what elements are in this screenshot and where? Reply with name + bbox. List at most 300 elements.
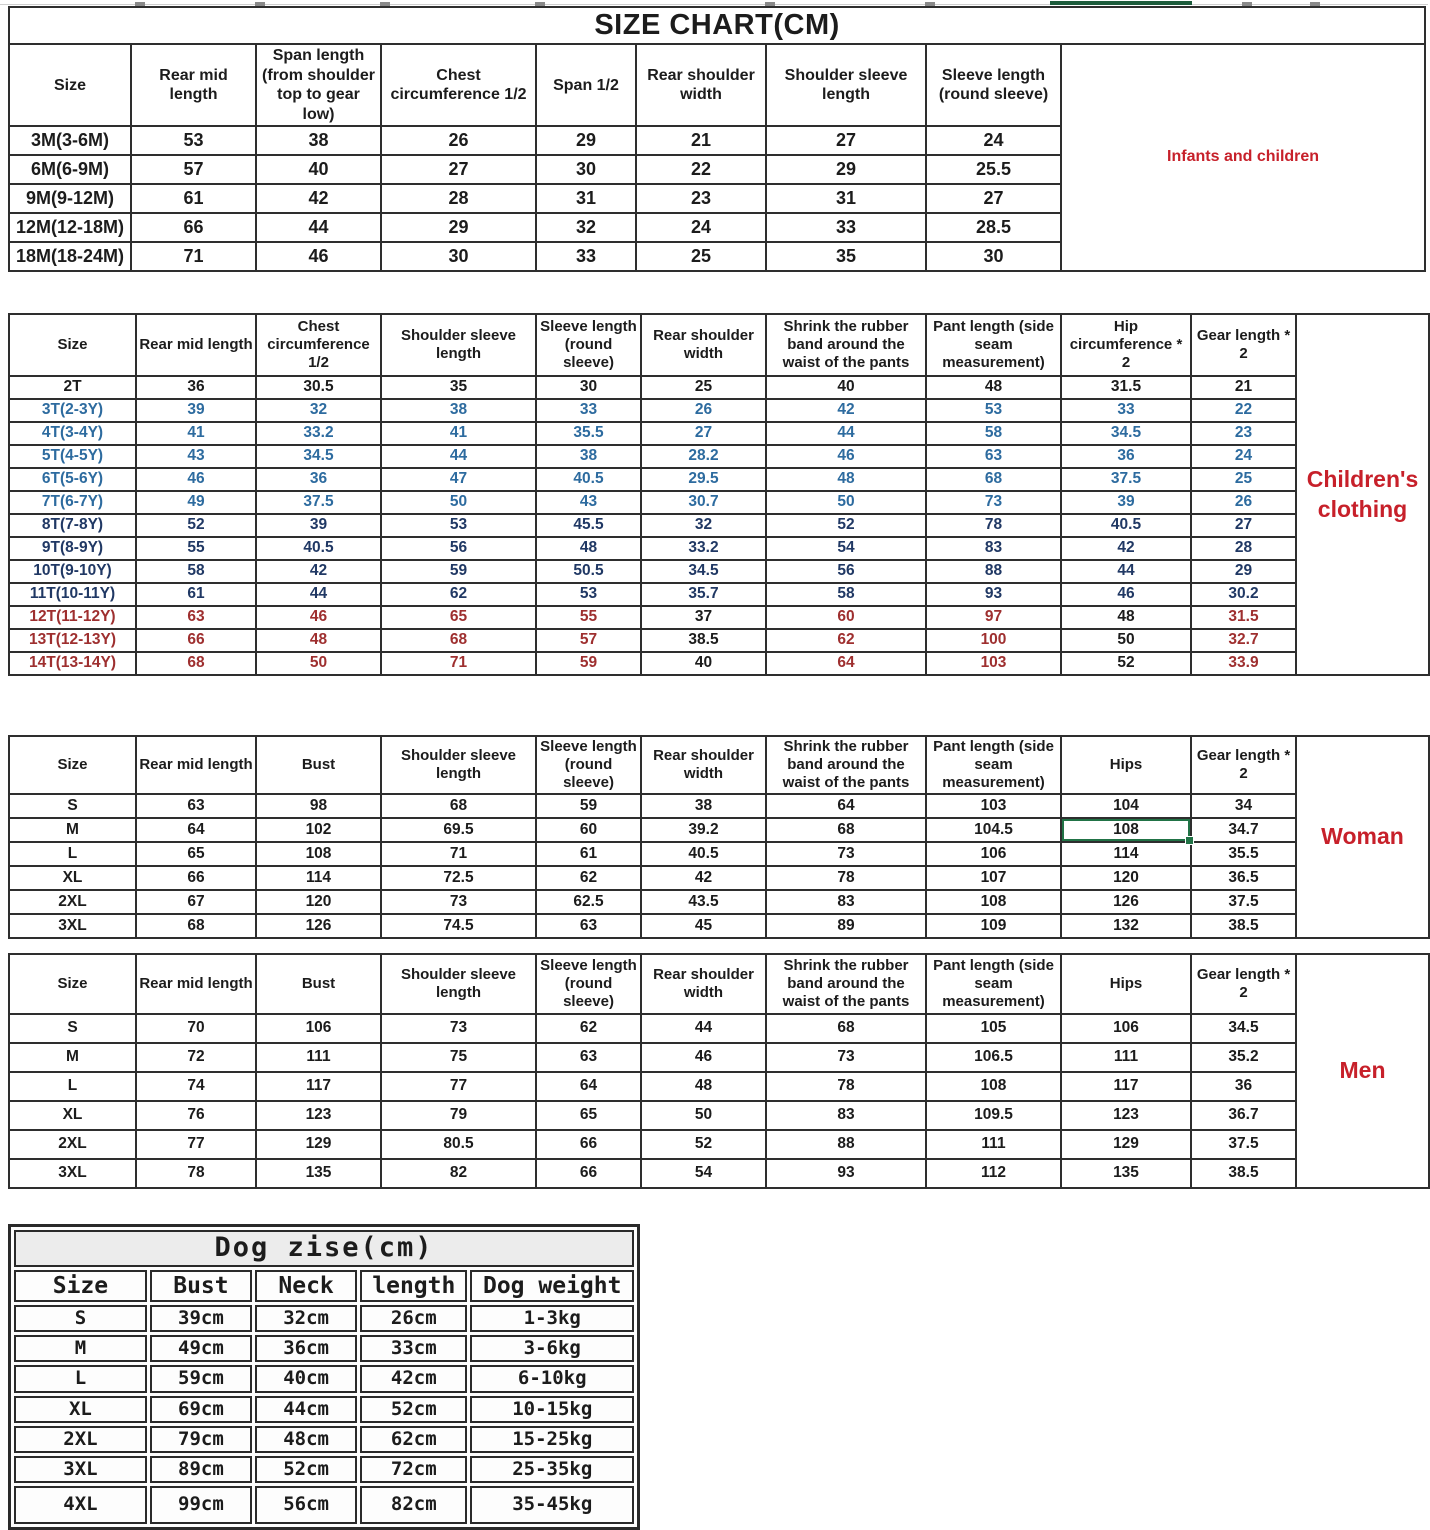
value-cell: 32.7 — [1191, 629, 1296, 652]
value-cell: 56cm — [255, 1486, 357, 1524]
value-cell: 37.5 — [1191, 890, 1296, 914]
column-header: Span length (from shoulder top to gear low) — [256, 44, 381, 126]
value-cell: 106 — [926, 842, 1061, 866]
value-cell: 36 — [136, 376, 256, 399]
value-cell: 63 — [136, 606, 256, 629]
men-table — [8, 953, 1430, 1189]
table-row — [9, 606, 1429, 629]
value-cell: 59cm — [150, 1365, 252, 1392]
column-header: Chest circumference 1/2 — [381, 44, 536, 126]
value-cell: 64 — [536, 1072, 641, 1101]
value-cell: 83 — [926, 537, 1061, 560]
row-size-label: 2XL — [9, 890, 136, 914]
value-cell: 62 — [536, 866, 641, 890]
row-size-label: 10T(9-10Y) — [9, 560, 136, 583]
header-row — [9, 314, 1429, 376]
row-size-label: 5T(4-5Y) — [9, 445, 136, 468]
column-header: Chest circumference 1/2 — [256, 314, 381, 376]
row-size-label: 6T(5-6Y) — [9, 468, 136, 491]
table-title-row — [14, 1230, 634, 1267]
column-header: Sleeve length (round sleeve) — [536, 954, 641, 1014]
value-cell: 66 — [131, 213, 256, 242]
value-cell: 114 — [1061, 842, 1191, 866]
value-cell: 44 — [641, 1014, 766, 1043]
value-cell: 65 — [536, 1101, 641, 1130]
header-row — [9, 954, 1429, 1014]
value-cell: 30 — [536, 376, 641, 399]
value-cell: 32cm — [255, 1305, 357, 1332]
table-row — [9, 399, 1429, 422]
value-cell: 23 — [636, 184, 766, 213]
value-cell: 72 — [136, 1043, 256, 1072]
value-cell: 33cm — [360, 1335, 467, 1362]
value-cell: 33.9 — [1191, 652, 1296, 675]
value-cell: 49cm — [150, 1335, 252, 1362]
value-cell: 70 — [136, 1014, 256, 1043]
table-row — [14, 1305, 634, 1332]
value-cell: 53 — [131, 126, 256, 155]
table-row — [14, 1396, 634, 1423]
column-header: Shoulder sleeve length — [381, 736, 536, 794]
value-cell: 62 — [766, 629, 926, 652]
value-cell: 38 — [256, 126, 381, 155]
value-cell: 71 — [131, 242, 256, 271]
section-label-children: Children's clothing — [1296, 314, 1429, 675]
column-header: Shrink the rubber band around the waist of the pants — [766, 736, 926, 794]
value-cell: 44 — [1061, 560, 1191, 583]
value-cell: 77 — [136, 1130, 256, 1159]
value-cell: 69cm — [150, 1396, 252, 1423]
value-cell: 83 — [766, 890, 926, 914]
value-cell: 40 — [256, 155, 381, 184]
table-row — [9, 376, 1429, 399]
value-cell: 35-45kg — [470, 1486, 634, 1524]
row-size-label: 3T(2-3Y) — [9, 399, 136, 422]
value-cell: 55 — [536, 606, 641, 629]
table-row — [9, 1014, 1429, 1043]
row-size-label: L — [9, 842, 136, 866]
value-cell: 50 — [381, 491, 536, 514]
value-cell: 66 — [536, 1130, 641, 1159]
value-cell: 48 — [256, 629, 381, 652]
table-title-row — [9, 7, 1425, 44]
infants-table — [8, 6, 1426, 272]
value-cell: 104.5 — [926, 818, 1061, 842]
table-row — [9, 1072, 1429, 1101]
value-cell: 36 — [256, 468, 381, 491]
value-cell: 64 — [136, 818, 256, 842]
table-row — [14, 1486, 634, 1524]
row-size-label: 3XL — [9, 914, 136, 938]
table-row — [9, 890, 1429, 914]
value-cell: 40.5 — [641, 842, 766, 866]
value-cell: 32 — [641, 514, 766, 537]
value-cell: 126 — [1061, 890, 1191, 914]
table-row — [9, 652, 1429, 675]
value-cell: 25 — [636, 242, 766, 271]
value-cell: 98 — [256, 794, 381, 818]
value-cell: 36 — [1191, 1072, 1296, 1101]
value-cell: 25 — [1191, 468, 1296, 491]
row-size-label: 13T(12-13Y) — [9, 629, 136, 652]
value-cell: 59 — [381, 560, 536, 583]
dog-table-title: Dog zise(cm) — [14, 1230, 634, 1267]
value-cell: 37.5 — [1191, 1130, 1296, 1159]
value-cell: 93 — [926, 583, 1061, 606]
value-cell: 34.5 — [1061, 422, 1191, 445]
row-size-label: 2XL — [9, 1130, 136, 1159]
value-cell: 44 — [256, 213, 381, 242]
row-size-label: M — [9, 1043, 136, 1072]
value-cell: 42 — [256, 184, 381, 213]
value-cell: 60 — [766, 606, 926, 629]
column-header: Hips — [1061, 736, 1191, 794]
value-cell: 54 — [766, 537, 926, 560]
value-cell: 34.7 — [1191, 818, 1296, 842]
value-cell: 21 — [1191, 376, 1296, 399]
value-cell: 83 — [766, 1101, 926, 1130]
value-cell: 106 — [256, 1014, 381, 1043]
value-cell: 48 — [1061, 606, 1191, 629]
value-cell: 58 — [766, 583, 926, 606]
value-cell: 88 — [766, 1130, 926, 1159]
value-cell: 50.5 — [536, 560, 641, 583]
column-header: Bust — [150, 1270, 252, 1302]
value-cell: 44 — [766, 422, 926, 445]
value-cell: 34.5 — [641, 560, 766, 583]
value-cell: 34.5 — [1191, 1014, 1296, 1043]
value-cell: 28 — [381, 184, 536, 213]
selected-column-indicator — [1050, 1, 1192, 5]
value-cell: 63 — [536, 914, 641, 938]
value-cell: 135 — [1061, 1159, 1191, 1188]
value-cell: 28.5 — [926, 213, 1061, 242]
value-cell: 22 — [636, 155, 766, 184]
value-cell: 36 — [1061, 445, 1191, 468]
value-cell: 78 — [766, 866, 926, 890]
value-cell: 46 — [136, 468, 256, 491]
value-cell: 48 — [926, 376, 1061, 399]
value-cell: 103 — [926, 794, 1061, 818]
value-cell: 73 — [766, 842, 926, 866]
value-cell: 129 — [256, 1130, 381, 1159]
row-size-label: M — [14, 1335, 147, 1362]
column-header: Span 1/2 — [536, 44, 636, 126]
value-cell: 35.2 — [1191, 1043, 1296, 1072]
column-header: Sleeve length (round sleeve) — [536, 314, 641, 376]
value-cell: 117 — [1061, 1072, 1191, 1101]
row-size-label: 3XL — [14, 1456, 147, 1483]
row-size-label: XL — [9, 1101, 136, 1130]
column-header: Gear length * 2 — [1191, 736, 1296, 794]
value-cell: 111 — [926, 1130, 1061, 1159]
value-cell: 89cm — [150, 1456, 252, 1483]
column-header: Gear length * 2 — [1191, 954, 1296, 1014]
column-header: Rear shoulder width — [641, 736, 766, 794]
table-row — [14, 1335, 634, 1362]
value-cell: 75 — [381, 1043, 536, 1072]
value-cell: 27 — [926, 184, 1061, 213]
value-cell: 43.5 — [641, 890, 766, 914]
column-header: Size — [9, 44, 131, 126]
value-cell: 59 — [536, 794, 641, 818]
value-cell: 31 — [536, 184, 636, 213]
value-cell: 60 — [536, 818, 641, 842]
value-cell: 48 — [641, 1072, 766, 1101]
value-cell: 45.5 — [536, 514, 641, 537]
value-cell: 44 — [256, 583, 381, 606]
value-cell: 68 — [926, 468, 1061, 491]
value-cell: 57 — [536, 629, 641, 652]
value-cell: 71 — [381, 652, 536, 675]
value-cell: 41 — [136, 422, 256, 445]
value-cell: 61 — [136, 583, 256, 606]
section-label-woman: Woman — [1296, 736, 1429, 938]
column-header: Rear shoulder width — [641, 954, 766, 1014]
table-row — [9, 514, 1429, 537]
table-row — [9, 491, 1429, 514]
value-cell: 27 — [766, 126, 926, 155]
value-cell: 24 — [926, 126, 1061, 155]
row-size-label: L — [14, 1365, 147, 1392]
value-cell: 66 — [536, 1159, 641, 1188]
row-size-label: 18M(18-24M) — [9, 242, 131, 271]
value-cell: 39 — [1061, 491, 1191, 514]
value-cell: 33 — [1061, 399, 1191, 422]
value-cell: 62cm — [360, 1426, 467, 1453]
value-cell: 114 — [256, 866, 381, 890]
table-row — [9, 866, 1429, 890]
row-size-label: 2XL — [14, 1426, 147, 1453]
value-cell: 42cm — [360, 1365, 467, 1392]
table-row — [9, 583, 1429, 606]
value-cell: 31.5 — [1061, 376, 1191, 399]
value-cell: 35.7 — [641, 583, 766, 606]
value-cell: 62 — [381, 583, 536, 606]
value-cell: 40.5 — [536, 468, 641, 491]
column-header: Shoulder sleeve length — [381, 314, 536, 376]
value-cell: 3-6kg — [470, 1335, 634, 1362]
table-row — [14, 1365, 634, 1392]
value-cell: 50 — [1061, 629, 1191, 652]
value-cell: 36.5 — [1191, 866, 1296, 890]
value-cell: 123 — [1061, 1101, 1191, 1130]
value-cell: 79cm — [150, 1426, 252, 1453]
value-cell: 27 — [381, 155, 536, 184]
table-row — [9, 468, 1429, 491]
value-cell: 111 — [256, 1043, 381, 1072]
column-header: Rear shoulder width — [641, 314, 766, 376]
column-header: Rear mid length — [136, 314, 256, 376]
value-cell: 40.5 — [256, 537, 381, 560]
value-cell: 74 — [136, 1072, 256, 1101]
value-cell: 34 — [1191, 794, 1296, 818]
value-cell: 53 — [536, 583, 641, 606]
column-header: Size — [9, 314, 136, 376]
value-cell: 27 — [1191, 514, 1296, 537]
value-cell: 112 — [926, 1159, 1061, 1188]
value-cell: 30.5 — [256, 376, 381, 399]
table-row — [9, 1043, 1429, 1072]
value-cell: 29 — [536, 126, 636, 155]
value-cell: 102 — [256, 818, 381, 842]
value-cell: 73 — [766, 1043, 926, 1072]
value-cell: 37.5 — [256, 491, 381, 514]
value-cell: 21 — [636, 126, 766, 155]
value-cell: 69.5 — [381, 818, 536, 842]
value-cell: 107 — [926, 866, 1061, 890]
value-cell: 82cm — [360, 1486, 467, 1524]
chart-title: SIZE CHART(CM) — [9, 7, 1425, 44]
value-cell: 68 — [766, 818, 926, 842]
value-cell: 99cm — [150, 1486, 252, 1524]
value-cell: 42 — [766, 399, 926, 422]
value-cell: 73 — [381, 890, 536, 914]
column-header: Neck — [255, 1270, 357, 1302]
value-cell: 64 — [766, 794, 926, 818]
value-cell: 10-15kg — [470, 1396, 634, 1423]
value-cell: 46 — [766, 445, 926, 468]
value-cell: 38.5 — [1191, 1159, 1296, 1188]
value-cell: 126 — [256, 914, 381, 938]
value-cell: 48 — [766, 468, 926, 491]
value-cell: 53 — [381, 514, 536, 537]
value-cell: 132 — [1061, 914, 1191, 938]
value-cell: 135 — [256, 1159, 381, 1188]
table-row — [9, 794, 1429, 818]
value-cell: 76 — [136, 1101, 256, 1130]
value-cell: 65 — [381, 606, 536, 629]
table-row — [9, 1159, 1429, 1188]
value-cell: 46 — [641, 1043, 766, 1072]
value-cell: 123 — [256, 1101, 381, 1130]
selected-cell[interactable]: 108 — [1061, 818, 1191, 842]
value-cell: 38.5 — [1191, 914, 1296, 938]
value-cell: 15-25kg — [470, 1426, 634, 1453]
row-size-label: 3M(3-6M) — [9, 126, 131, 155]
value-cell: 39cm — [150, 1305, 252, 1332]
value-cell: 41 — [381, 422, 536, 445]
value-cell: 23 — [1191, 422, 1296, 445]
column-header: Size — [9, 736, 136, 794]
row-size-label: 7T(6-7Y) — [9, 491, 136, 514]
value-cell: 38.5 — [641, 629, 766, 652]
value-cell: 109.5 — [926, 1101, 1061, 1130]
value-cell: 44cm — [255, 1396, 357, 1423]
column-header: Size — [14, 1270, 147, 1302]
value-cell: 44 — [381, 445, 536, 468]
value-cell: 53 — [926, 399, 1061, 422]
value-cell: 52 — [1061, 652, 1191, 675]
value-cell: 37 — [641, 606, 766, 629]
value-cell: 72.5 — [381, 866, 536, 890]
row-size-label: S — [14, 1305, 147, 1332]
value-cell: 29 — [1191, 560, 1296, 583]
value-cell: 30 — [536, 155, 636, 184]
value-cell: 1-3kg — [470, 1305, 634, 1332]
value-cell: 40.5 — [1061, 514, 1191, 537]
value-cell: 58 — [926, 422, 1061, 445]
value-cell: 28 — [1191, 537, 1296, 560]
value-cell: 54 — [641, 1159, 766, 1188]
value-cell: 25 — [641, 376, 766, 399]
value-cell: 30 — [926, 242, 1061, 271]
spreadsheet-gridline — [0, 4, 1428, 5]
value-cell: 103 — [926, 652, 1061, 675]
table-row — [9, 818, 1429, 842]
value-cell: 52cm — [255, 1456, 357, 1483]
value-cell: 72cm — [360, 1456, 467, 1483]
value-cell: 68 — [136, 652, 256, 675]
value-cell: 49 — [136, 491, 256, 514]
value-cell: 78 — [926, 514, 1061, 537]
value-cell: 78 — [136, 1159, 256, 1188]
table-row — [9, 1130, 1429, 1159]
column-header: Size — [9, 954, 136, 1014]
value-cell: 30.2 — [1191, 583, 1296, 606]
value-cell: 42 — [641, 866, 766, 890]
table-row — [9, 629, 1429, 652]
row-size-label: 6M(6-9M) — [9, 155, 131, 184]
dog-size-table — [8, 1224, 640, 1530]
row-size-label: 9M(9-12M) — [9, 184, 131, 213]
value-cell: 29 — [381, 213, 536, 242]
woman-table — [8, 735, 1430, 939]
value-cell: 35.5 — [1191, 842, 1296, 866]
value-cell: 24 — [1191, 445, 1296, 468]
value-cell: 66 — [136, 629, 256, 652]
row-size-label: S — [9, 1014, 136, 1043]
value-cell: 63 — [926, 445, 1061, 468]
value-cell: 63 — [136, 794, 256, 818]
table-row — [14, 1426, 634, 1453]
value-cell: 71 — [381, 842, 536, 866]
table-row — [9, 445, 1429, 468]
row-size-label: 14T(13-14Y) — [9, 652, 136, 675]
value-cell: 33 — [536, 242, 636, 271]
column-header: Pant length (side seam measurement) — [926, 736, 1061, 794]
value-cell: 82 — [381, 1159, 536, 1188]
value-cell: 50 — [256, 652, 381, 675]
value-cell: 105 — [926, 1014, 1061, 1043]
value-cell: 31.5 — [1191, 606, 1296, 629]
header-row — [14, 1270, 634, 1302]
value-cell: 62 — [536, 1014, 641, 1043]
value-cell: 108 — [926, 890, 1061, 914]
value-cell: 22 — [1191, 399, 1296, 422]
value-cell: 30 — [381, 242, 536, 271]
value-cell: 29.5 — [641, 468, 766, 491]
column-header: Sleeve length (round sleeve) — [926, 44, 1061, 126]
value-cell: 55 — [136, 537, 256, 560]
value-cell: 34.5 — [256, 445, 381, 468]
value-cell: 59 — [536, 652, 641, 675]
row-size-label: 12M(12-18M) — [9, 213, 131, 242]
value-cell: 6-10kg — [470, 1365, 634, 1392]
value-cell: 29 — [766, 155, 926, 184]
value-cell: 40cm — [255, 1365, 357, 1392]
value-cell: 46 — [1061, 583, 1191, 606]
value-cell: 33 — [766, 213, 926, 242]
value-cell: 106 — [1061, 1014, 1191, 1043]
table-row — [9, 422, 1429, 445]
column-header: Pant length (side seam measurement) — [926, 314, 1061, 376]
value-cell: 50 — [641, 1101, 766, 1130]
column-header: Pant length (side seam measurement) — [926, 954, 1061, 1014]
row-size-label: XL — [9, 866, 136, 890]
value-cell: 68 — [381, 629, 536, 652]
value-cell: 30.7 — [641, 491, 766, 514]
